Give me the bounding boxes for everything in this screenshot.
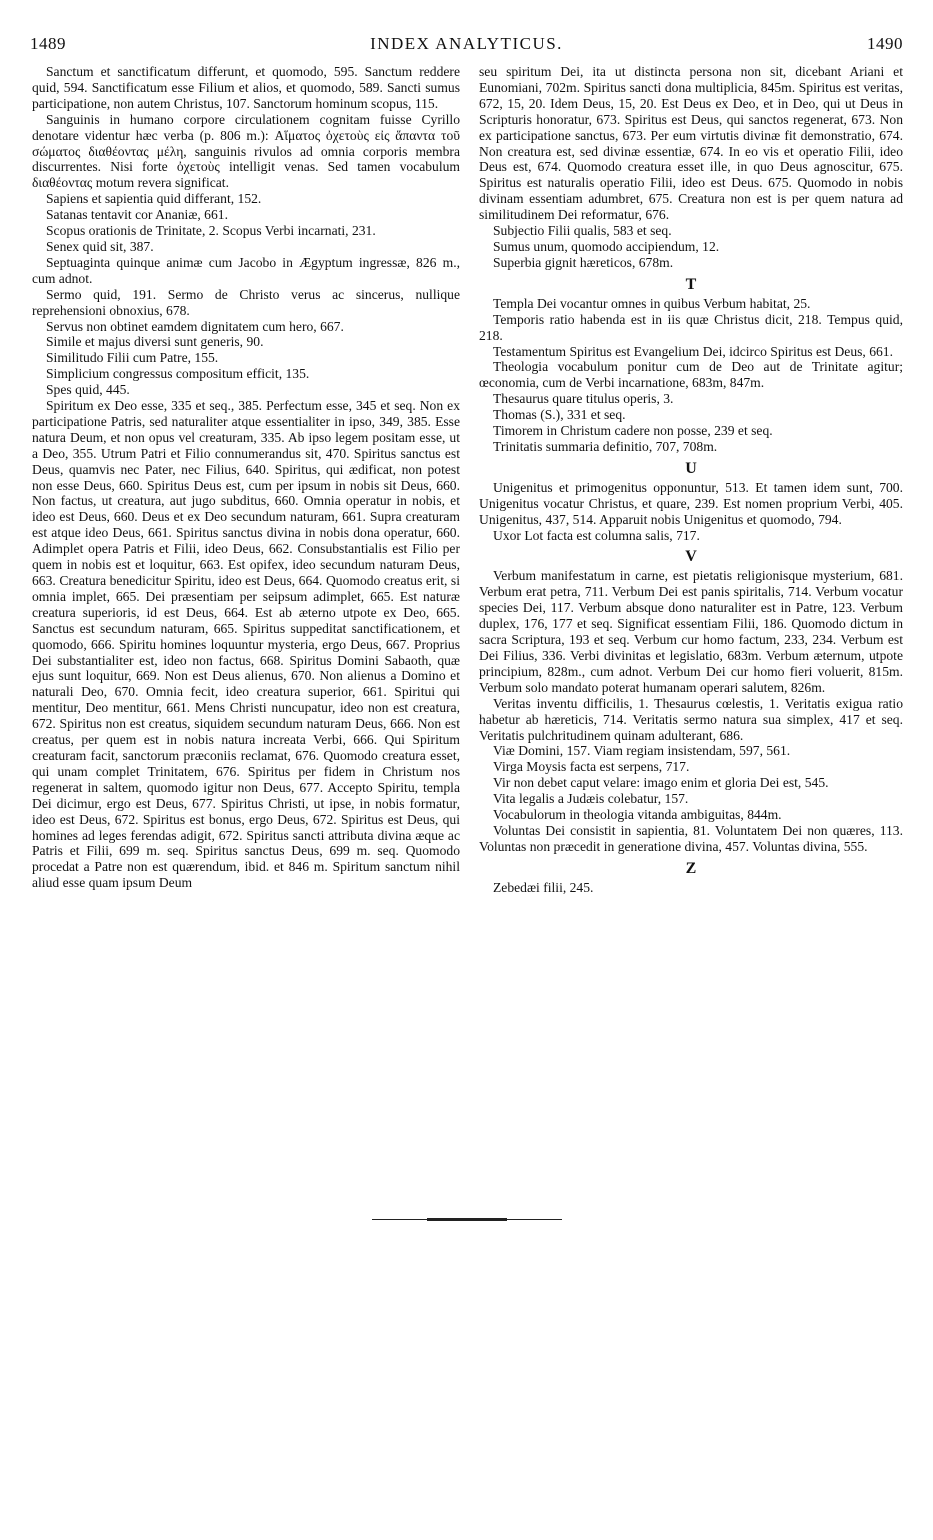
end-ornament-rule: [372, 1218, 562, 1221]
index-entry: Vita legalis a Judæis colebatur, 157.: [493, 791, 689, 807]
index-entry-continued: seu spiritum Dei, ita ut distincta persona non sit, dicebant Ariani et Eunomiani, 702m. Spiritus sancti dona multiplicia, 845m. Spiritus est veritas, 672, 15, 20. Idem Deus, 15, 20. Est Deus ex Deo, et in Deo, qui ut Deus in Scripturis honoratur, 673. Spiritus est Deus, qui sanctos regenerat, 673. Non ex participatione sanctus, 673. Per eum virtutis divinæ fit demonstratio, 674. Non creatura est, sed divinæ essentiæ, 674. In eo vis et operatio Filii, ideo Deus est, 674. Quomodo creatura esset ille, in quo Deus agnoscitur, 675. Spiritus est naturalis operatio Filii, ideo est Deus. 675. Quomodo in nobis divinam essentiam adumbret, 675. Creatura non est is per quem natura ad similitudinem Dei reformatur, 676.: [479, 64, 903, 223]
index-entry: Similitudo Filii cum Patre, 155.: [46, 350, 219, 366]
index-entry: Uxor Lot facta est columna salis, 717.: [493, 527, 700, 543]
index-entry: Unigenitus et primogenitus opponuntur, 513. Et tamen idem sunt, 700. Unigenitus vocatur Christus, et quare, 239. Est nomen proprium Verbi, 405. Unigenitus, 437, 514. Apparuit nobis Unigenitus et quomodo, 794.: [479, 479, 903, 527]
index-entry: Verbum manifestatum in carne, est pietatis religionisque mysterium, 681. Verbum erat petra, 711. Verbum Dei est panis spiritalis, 714. Verbum vocatur species Dei, 117. Verbum absque dono naturaliter est in Patre, 123. Verbum duplex, 176, 177 et seq. Significat essentiam Filii, 186. Quomodo dictum in sacra Scriptura, 193 et seq. Verbum cur homo factum, 233, 234. Verbum est Dei Filius, 336. Verbi divinitas et legislatio, 683m. Verbum æternum, utpote principium, 828m., cum adnot. Verbum Dei cur homo fieri voluerit, 815m. Verbum solo mandato poterat humanam operari salutem, 826m.: [479, 568, 903, 695]
index-entry: Septuaginta quinque animæ cum Jacobo in Ægyptum ingressæ, 826 m., cum adnot.: [32, 254, 460, 286]
page-number-right: 1490: [867, 34, 903, 53]
index-entry: Virga Moysis facta est serpens, 717.: [493, 759, 690, 775]
index-entry: Temporis ratio habenda est in iis quæ Christus dicit, 218. Tempus quid, 218.: [479, 311, 903, 343]
index-entry: Viæ Domini, 157. Viam regiam insistendam, 597, 561.: [493, 743, 791, 759]
index-entry: Servus non obtinet eamdem dignitatem cum hero, 667.: [46, 318, 344, 334]
index-entry: Thesaurus quare titulus operis, 3.: [493, 391, 674, 407]
index-entry: Sanguinis in humano corpore circulationem cognitam fuisse Cyrillo denotare videntur hæc verba (p. 806 m.): Αἵματος ὀχετοὺς εἰς ἅπαντα τοῦ σώματος διαθέοντας μέλη, sanguinis rivulos ad omnia corporis membra discurrentes. Nisi forte ὀχετοὺς intelligit venas. Sed tamen vocabulum διαθέοντας motum revera significat.: [32, 111, 460, 191]
section-letter: Z: [685, 859, 697, 877]
index-entry: Sapiens et sapientia quid differant, 152.: [46, 191, 262, 207]
page-header: [0, 34, 933, 56]
index-entry: Simplicium congressus compositum efficit, 135.: [46, 366, 310, 382]
index-entry: Sermo quid, 191. Sermo de Christo verus ac sincerus, nullique reprehensioni obnoxius, 678.: [32, 286, 460, 318]
index-entry: Thomas (S.), 331 et seq.: [493, 407, 626, 423]
left-column: [32, 64, 460, 891]
index-entry: Subjectio Filii qualis, 583 et seq.: [493, 223, 672, 239]
index-entry: Timorem in Christum cadere non posse, 239 et seq.: [493, 423, 773, 439]
right-column: [479, 64, 903, 896]
index-entry: Veritas inventu difficilis, 1. Thesaurus cœlestis, 1. Veritatis exigua ratio habetur ab hæreticis, 714. Veritatis sermo natura sua simplex, 417 et seq. Veritatis pulchritudinem quinam adulterant, 686.: [479, 695, 903, 743]
index-entry: Theologia vocabulum ponitur cum de Deo aut de Trinitate agitur; œconomia, cum de Verbi incarnatione, 683m, 847m.: [479, 359, 903, 391]
index-entry: Voluntas Dei consistit in sapientia, 81. Voluntatem Dei non quæres, 113. Voluntas non præcedit in generatione divina, 457. Voluntas divina, 555.: [479, 822, 903, 854]
index-entry: Templa Dei vocantur omnes in quibus Verbum habitat, 25.: [493, 295, 811, 311]
index-entry: Spes quid, 445.: [46, 382, 130, 398]
index-entry: Sumus unum, quomodo accipiendum, 12.: [493, 238, 720, 254]
index-entry: Vocabulorum in theologia vitanda ambiguitas, 844m.: [493, 807, 782, 823]
index-entry: Senex quid sit, 387.: [46, 238, 154, 254]
index-entry: Spiritum ex Deo esse, 335 et seq., 385. Perfectum esse, 345 et seq. Non ex participatione Patris, sed naturaliter atque essentialiter in ipso, 349, 385. Esse natura Deum, et non opus vel creaturam, 335. Ab ipso legem positam esse, ut a Deo, 355. Utrum Patri et Filio connumerandus sit, 470. Spiritus sanctus est Deus, quamvis nec Pater, nec Filius, 640. Spiritus, qui ædificat, non potest non esse Deus, 660. Spiritus Deus est, cum per ipsum in nobis sit Deus, 660. Non factus, ut creatura, aut jugo subditus, 660. Omnia operatur in nobis, et ideo est Deus, 660. Deus et ex Deo secundum naturam, 661. Supra creaturam est atque ideo Deus, 661. Spiritus sanctus divina in nobis dona operatur, 660. Adimplet opera Patris et Filii, ideo Deus, 662. Consubstantialis est Filio per quem in nobis est et loquitur, 663. Est opifex, ideo secundum naturam Deus, 663. Creatura benedicitur Spiritu, ideo est Deus, 664. Quomodo creatus erit, si omnia implet, 665. Dei præsentiam per seipsum adimplet, 665. Est naturæ creatura superioris, id est Deus, 664. Est ab æterno utpote ex Deo, 665. Sanctus est secundum naturam, 665. Spiritus suppeditat sanctificationem, et quomodo, 666. Spiritu homines loquuntur mysteria, ergo Deus, 667. Proprius Dei substantialiter est, ideo non factus, 668. Spiritus Domini Sabaoth, quæ ejus sunt loquitur, 669. Non est Deus alienus, 670. Non alienus a Domino et naturali Deo, 670. Omnia fecit, ideo creatura superior, 661. Spiritui qui mentitur, Deo mentitur, 661. Mens Christi nuncupatur, ideo non est creatura, 672. Spiritus non est creatus, siquidem secundum naturam Deus, 666. Non est creatus, per quem est in nobis natura increata Verbi, 666. Qui Spiritum creaturam facit, sanctorum præconiis reclamat, 676. Quomodo creatura esset, qui unam complet Trinitatem, 676. Spiritus per fidem in Christum nos regenerat in saltem, quomodo igitur non Deus, 677. Accepto Spiritu, templa Dei dicimur, ergo est Deus, 677. Spiritus Christi, ut ipse, in nobis formatur, ideo est Deus, 672. Spiritus est bonus, ergo Deus, 672. Spiritus est Deus, qui homines ad leges ferendas adigit, 672. Spiritus sancti attributa divina æque ac Patris et Filii, 699 m. seq. Spiritus sanctus Deus, 699 m. seq. Quomodo procedat a Patre non est quærendum, ibid. et 846 m. Spiritum sanctum nihil aliud esse quam ipsum Deum: [32, 398, 460, 891]
index-entry: Superbia gignit hæreticos, 678m.: [493, 254, 674, 270]
index-entry: Sanctum et sanctificatum differunt, et quomodo, 595. Sanctum reddere quid, 594. Sanctificatum esse Filium et alios, et quomodo, 589. Sancti sumus participatione, non autem Christus, 107. Sanctorum hominum scopus, 115.: [32, 64, 460, 111]
section-letter: V: [685, 548, 697, 566]
section-letter: T: [685, 275, 697, 293]
section-letter: U: [685, 459, 697, 477]
index-entry: Scopus orationis de Trinitate, 2. Scopus Verbi incarnati, 231.: [46, 223, 376, 239]
index-entry: Vir non debet caput velare: imago enim et gloria Dei est, 545.: [493, 775, 829, 791]
index-entry: Simile et majus diversi sunt generis, 90.: [46, 334, 264, 350]
index-entry: Trinitatis summaria definitio, 707, 708m.: [493, 438, 718, 454]
index-entry: Testamentum Spiritus est Evangelium Dei, idcirco Spiritus est Deus, 661.: [493, 343, 894, 359]
index-entry: Satanas tentavit cor Ananiæ, 661.: [46, 207, 228, 223]
index-entry: Zebedæi filii, 245.: [493, 879, 594, 895]
running-title: INDEX ANALYTICUS.: [370, 34, 563, 53]
page-number-left: 1489: [30, 34, 66, 53]
